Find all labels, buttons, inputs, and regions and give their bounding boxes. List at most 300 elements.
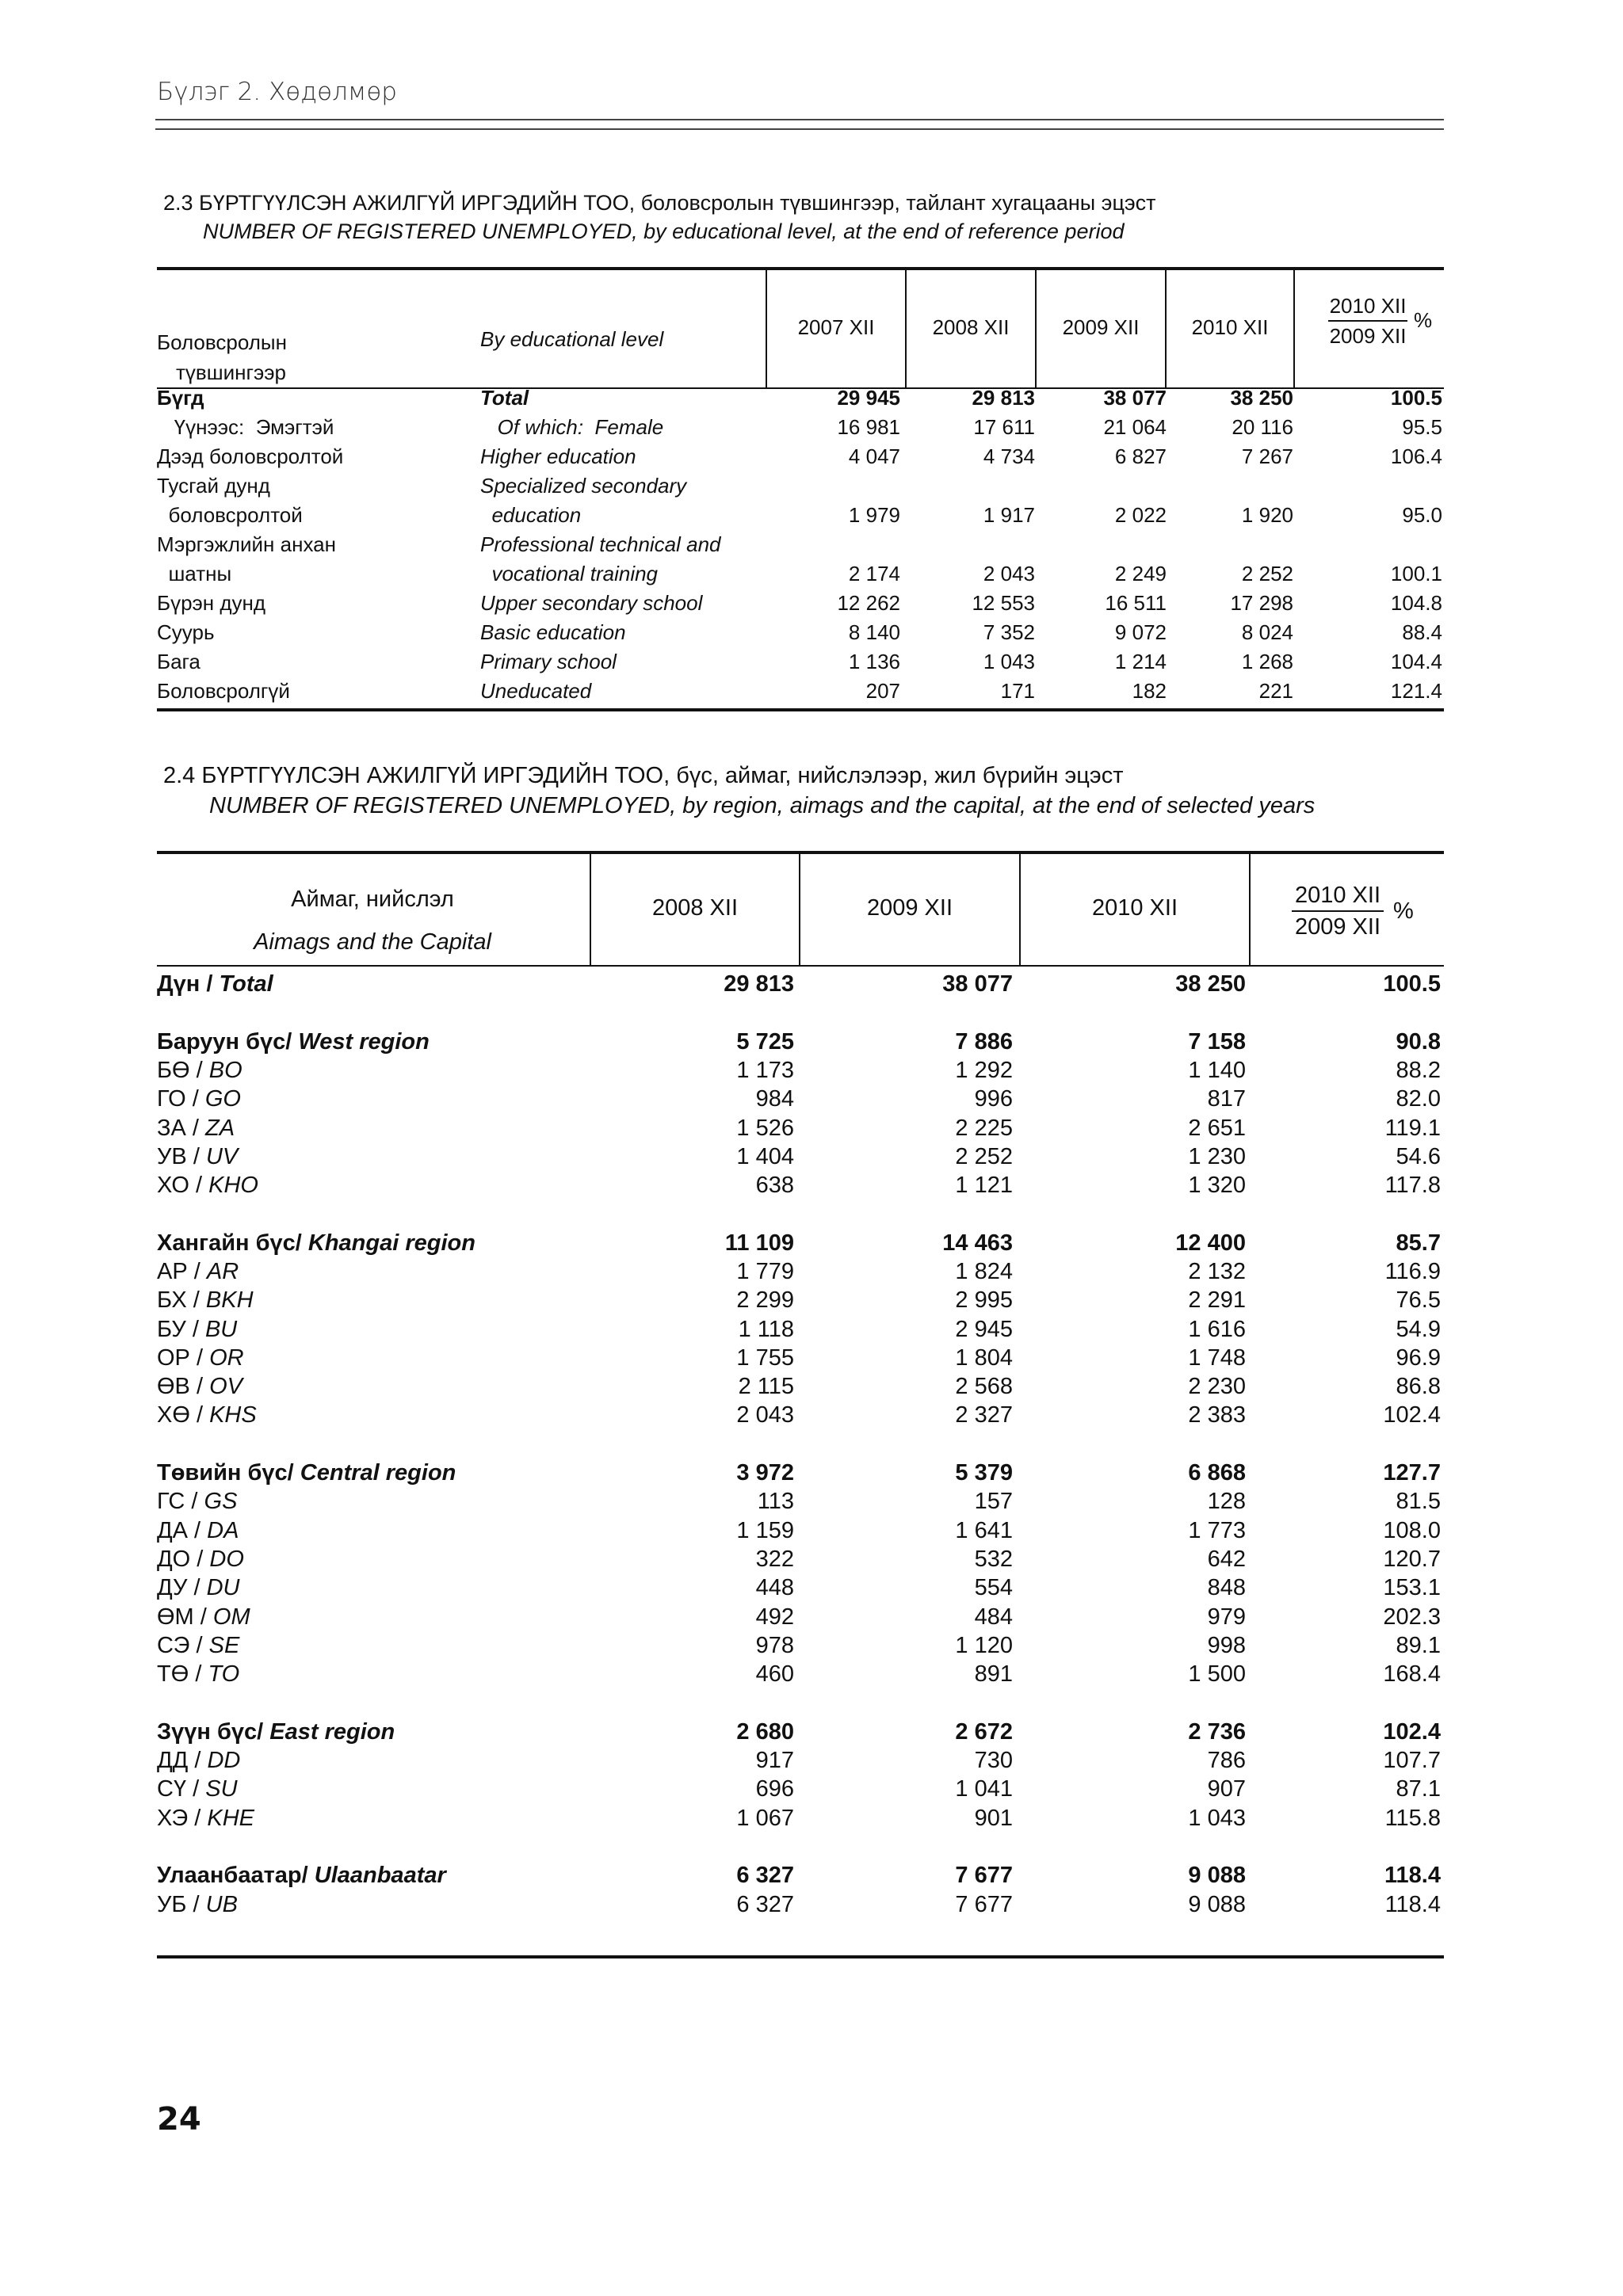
row-label-mn: ХО / xyxy=(157,1173,209,1198)
row-value: 817 xyxy=(1207,1086,1246,1112)
row-value: 12 262 xyxy=(837,591,900,615)
table-row xyxy=(157,1317,1444,1345)
row-value: 113 xyxy=(757,1489,794,1514)
row-value: 2 132 xyxy=(1188,1259,1246,1284)
row-value: 82.0 xyxy=(1396,1086,1441,1112)
col-2009: 2009 XII xyxy=(866,894,953,921)
row-value: 119.1 xyxy=(1384,1116,1441,1141)
row-label-en: Specialized secondary xyxy=(480,474,687,498)
head-mn-line1: Боловсролын xyxy=(157,330,287,354)
row-value: 157 xyxy=(974,1489,1013,1514)
row-value: 1 779 xyxy=(736,1259,794,1284)
col-2010: 2010 XII xyxy=(1091,894,1178,921)
row-value: 104.8 xyxy=(1390,591,1442,615)
row-value: 100.5 xyxy=(1383,971,1441,997)
table-2-3-head-mn xyxy=(157,327,287,387)
row-value: 642 xyxy=(1207,1547,1246,1572)
row-label xyxy=(157,1144,238,1170)
table-2-3-bottom-rule xyxy=(157,708,1444,711)
row-label-en: BO xyxy=(208,1058,242,1083)
row-value: 100.5 xyxy=(1390,386,1442,410)
table-row xyxy=(157,1806,1444,1834)
row-label xyxy=(157,1374,242,1400)
row-label-mn: ЗА / xyxy=(157,1116,206,1141)
row-value: 2 291 xyxy=(1188,1287,1246,1313)
row-value: 38 077 xyxy=(1103,386,1167,410)
row-value: 1 118 xyxy=(738,1317,794,1342)
row-value: 998 xyxy=(1207,1633,1246,1658)
row-label xyxy=(157,1863,446,1889)
row-value: 116.9 xyxy=(1384,1259,1441,1284)
row-value: 207 xyxy=(865,679,900,703)
row-value: 907 xyxy=(1207,1776,1246,1802)
row-label-en: Uneducated xyxy=(480,679,592,703)
row-label-mn: ДА / xyxy=(157,1518,208,1543)
row-label-mn: Боловсролгүй xyxy=(157,679,290,703)
row-value: 3 972 xyxy=(736,1460,794,1486)
row-label-en: OM xyxy=(212,1604,250,1630)
row-label-en: OV xyxy=(209,1374,242,1399)
col-2008: 2008 XII xyxy=(651,894,739,921)
row-value: 2 252 xyxy=(1241,562,1293,585)
row-value: 532 xyxy=(974,1547,1013,1572)
row-label-mn: БХ / xyxy=(157,1287,206,1313)
table-row xyxy=(157,1402,1444,1431)
row-value: 1 214 xyxy=(1114,650,1167,673)
row-label xyxy=(157,1604,250,1630)
row-label xyxy=(157,1518,239,1544)
row-value: 127.7 xyxy=(1383,1460,1441,1486)
row-value: 88.4 xyxy=(1402,620,1442,644)
row-label-en: Basic education xyxy=(480,620,626,644)
row-label-mn: БУ / xyxy=(157,1317,205,1342)
row-value: 29 813 xyxy=(724,971,794,997)
row-value: 1 140 xyxy=(1188,1058,1246,1083)
row-value: 1 979 xyxy=(848,503,900,527)
row-value: 2 252 xyxy=(955,1144,1013,1169)
table-row xyxy=(157,444,1444,474)
row-value: 11 109 xyxy=(724,1230,794,1256)
row-value: 118.4 xyxy=(1384,1892,1441,1917)
row-value: 448 xyxy=(755,1575,794,1600)
row-value: 115.8 xyxy=(1384,1806,1441,1831)
row-label-mn: СЭ / xyxy=(157,1633,209,1658)
row-value: 2 945 xyxy=(955,1317,1013,1342)
ratio-denominator: 2009 XII xyxy=(1294,914,1381,940)
row-value: 2 680 xyxy=(736,1719,794,1745)
row-value: 492 xyxy=(755,1604,794,1630)
table-row xyxy=(157,1604,1444,1633)
table-row xyxy=(157,1661,1444,1690)
head-mn: Аймаг, нийслэл xyxy=(291,887,454,912)
row-value: 38 077 xyxy=(942,971,1013,997)
table-row xyxy=(157,503,1444,532)
row-value: 2 174 xyxy=(848,562,900,585)
row-label-en: Of which: Female xyxy=(480,415,664,439)
table-row xyxy=(157,1460,1444,1489)
row-value: 168.4 xyxy=(1383,1661,1441,1687)
table-row xyxy=(157,1058,1444,1086)
row-label-en: West region xyxy=(298,1029,430,1055)
row-label xyxy=(157,1317,237,1343)
table-row xyxy=(157,415,1444,444)
row-label-en: Ulaanbaatar xyxy=(314,1863,446,1888)
row-label-en: GS xyxy=(204,1489,238,1514)
row-label xyxy=(157,1489,237,1515)
row-value: 38 250 xyxy=(1175,971,1246,997)
row-value: 96.9 xyxy=(1396,1345,1441,1371)
row-label-mn: Баруун бүс/ xyxy=(157,1029,299,1055)
row-value: 29 813 xyxy=(972,386,1035,410)
row-value: 102.4 xyxy=(1383,1719,1441,1745)
table-row xyxy=(157,620,1444,650)
row-value: 554 xyxy=(974,1575,1013,1600)
row-label-en: DU xyxy=(206,1575,240,1600)
row-value: 29 945 xyxy=(837,386,900,410)
row-label xyxy=(157,1806,254,1832)
row-label-en: Professional technical and xyxy=(480,532,721,556)
row-label-en: UV xyxy=(205,1144,239,1169)
table-row xyxy=(157,532,1444,562)
row-label-en: KHE xyxy=(207,1806,255,1831)
row-value: 182 xyxy=(1132,679,1167,703)
row-label-mn: ДД / xyxy=(157,1748,208,1773)
page-number: 24 xyxy=(157,2101,201,2138)
row-value: 95.5 xyxy=(1402,415,1442,439)
table-2-3-caption-mn: 2.3 БҮРТГҮҮЛСЭН АЖИЛГҮЙ ИРГЭДИЙН ТОО, боловсролын түвшингээр, тайлант хугацааны эцэст xyxy=(163,191,1156,215)
row-value: 202.3 xyxy=(1383,1604,1441,1630)
row-value: 5 725 xyxy=(736,1029,794,1055)
row-label-en: KHS xyxy=(209,1402,257,1428)
row-value: 54.6 xyxy=(1396,1144,1441,1169)
row-value: 2 115 xyxy=(738,1374,794,1399)
table-2-3-caption xyxy=(163,189,1156,246)
row-label xyxy=(157,1460,456,1486)
row-value: 1 920 xyxy=(1241,503,1293,527)
row-label-en: AR xyxy=(206,1259,239,1284)
row-value: 1 159 xyxy=(736,1518,794,1543)
ratio-numerator: 2010 XII xyxy=(1292,883,1384,912)
row-value: 696 xyxy=(755,1776,794,1802)
row-value: 76.5 xyxy=(1396,1287,1441,1313)
table-row xyxy=(157,591,1444,620)
row-label-en: SE xyxy=(208,1633,240,1658)
row-label xyxy=(157,1633,239,1659)
ratio-numerator: 2010 XII xyxy=(1328,294,1407,322)
row-value: 171 xyxy=(1000,679,1035,703)
row-label xyxy=(157,1575,239,1601)
row-value: 2 327 xyxy=(955,1402,1013,1428)
table-row xyxy=(157,1345,1444,1374)
row-value: 117.8 xyxy=(1384,1173,1441,1198)
table-2-4-divider xyxy=(1249,851,1251,965)
row-label-mn: ХЭ / xyxy=(157,1806,208,1831)
row-value: 1 500 xyxy=(1188,1661,1246,1687)
row-value: 2 568 xyxy=(955,1374,1013,1399)
row-value: 2 995 xyxy=(955,1287,1013,1313)
table-row xyxy=(157,562,1444,591)
row-label-en: OR xyxy=(209,1345,244,1371)
table-row xyxy=(157,1287,1444,1316)
table-2-3-head-en: By educational level xyxy=(480,327,664,351)
row-label-mn: Мэргэжлийн анхан xyxy=(157,532,336,556)
row-value: 1 173 xyxy=(736,1058,794,1083)
row-label-mn: ГС / xyxy=(157,1489,204,1514)
row-value: 1 755 xyxy=(736,1345,794,1371)
row-value: 108.0 xyxy=(1383,1518,1441,1543)
row-value: 8 140 xyxy=(848,620,900,644)
row-value: 1 804 xyxy=(955,1345,1013,1371)
row-value: 6 327 xyxy=(736,1892,794,1917)
row-label-en: ZA xyxy=(205,1116,235,1141)
row-label xyxy=(157,1547,244,1573)
row-value: 1 230 xyxy=(1188,1144,1246,1169)
row-value: 88.2 xyxy=(1396,1058,1441,1083)
row-label-mn: Төвийн бүс/ xyxy=(157,1460,300,1486)
row-value: 2 230 xyxy=(1188,1374,1246,1399)
row-label-mn: Зүүн бүс/ xyxy=(157,1719,270,1745)
row-label xyxy=(157,1661,239,1688)
row-value: 1 748 xyxy=(1188,1345,1246,1371)
ratio-percent: % xyxy=(1414,308,1433,332)
table-2-4-caption xyxy=(163,761,1315,821)
row-value: 16 511 xyxy=(1105,591,1167,615)
table-row xyxy=(157,1230,1444,1259)
row-value: 996 xyxy=(974,1086,1013,1112)
row-value: 730 xyxy=(974,1748,1013,1773)
table-row xyxy=(157,1374,1444,1402)
row-label-mn: ДО / xyxy=(157,1547,210,1572)
row-label-en: SU xyxy=(205,1776,238,1802)
row-label-en: KHO xyxy=(208,1173,258,1198)
row-label xyxy=(157,1173,258,1199)
row-label-mn: УБ / xyxy=(157,1892,206,1917)
row-value: 1 067 xyxy=(736,1806,794,1831)
table-row xyxy=(157,1173,1444,1201)
row-value: 85.7 xyxy=(1396,1230,1441,1256)
row-label-en: BKH xyxy=(205,1287,254,1313)
header-rule-top xyxy=(155,119,1444,120)
row-label-mn: боловсролтой xyxy=(157,503,303,527)
table-2-4-header-rule xyxy=(157,965,1444,967)
row-value: 12 400 xyxy=(1175,1230,1246,1256)
row-value: 1 526 xyxy=(736,1116,794,1141)
table-row xyxy=(157,1518,1444,1547)
row-value: 14 463 xyxy=(942,1230,1013,1256)
row-label-mn: Дээд боловсролтой xyxy=(157,444,344,468)
table-row xyxy=(157,679,1444,708)
ratio-percent: % xyxy=(1393,898,1414,924)
row-value: 984 xyxy=(755,1086,794,1112)
row-label-en: vocational training xyxy=(480,562,659,585)
row-value: 2 043 xyxy=(736,1402,794,1428)
row-label-mn: Улаанбаатар/ xyxy=(157,1863,315,1888)
row-value: 7 677 xyxy=(955,1863,1013,1888)
table-2-4-caption-en: NUMBER OF REGISTERED UNEMPLOYED, by region, aimags and the capital, at the end of selected years xyxy=(209,793,1316,818)
row-value: 7 158 xyxy=(1188,1029,1246,1055)
row-value: 786 xyxy=(1207,1748,1246,1773)
row-label-mn: АР / xyxy=(157,1259,207,1284)
row-label-en: GO xyxy=(204,1086,241,1112)
row-label-mn: шатны xyxy=(157,562,232,585)
row-value: 2 383 xyxy=(1188,1402,1246,1428)
row-label-en: BU xyxy=(204,1317,238,1342)
row-label-mn: ТӨ / xyxy=(157,1661,208,1687)
col-2009: 2009 XII xyxy=(1062,315,1140,339)
table-2-4-head-label xyxy=(157,878,588,963)
table-2-4-bottom-rule xyxy=(157,1955,1444,1958)
row-value: 90.8 xyxy=(1396,1029,1441,1055)
row-value: 1 136 xyxy=(848,650,900,673)
row-value: 1 320 xyxy=(1188,1173,1246,1198)
row-label-en: UB xyxy=(205,1892,238,1917)
row-label xyxy=(157,1287,254,1314)
row-label-en: Khangai region xyxy=(307,1230,475,1256)
row-value: 102.4 xyxy=(1383,1402,1441,1428)
row-value: 104.4 xyxy=(1390,650,1442,673)
row-label-mn: ОР / xyxy=(157,1345,210,1371)
row-value: 87.1 xyxy=(1396,1776,1441,1802)
table-row xyxy=(157,1748,1444,1776)
running-header: Бүлэг 2. Хөдөлмөр xyxy=(157,78,397,106)
row-label xyxy=(157,1345,244,1371)
row-value: 1 041 xyxy=(955,1776,1013,1802)
row-label-mn: Дүн / xyxy=(157,971,220,997)
row-label-mn: Бүрэн дунд xyxy=(157,591,266,615)
row-value: 979 xyxy=(1207,1604,1246,1630)
row-label-mn: ӨВ / xyxy=(157,1374,210,1399)
row-value: 1 120 xyxy=(955,1633,1013,1658)
row-value: 7 352 xyxy=(983,620,1035,644)
row-value: 120.7 xyxy=(1383,1547,1441,1572)
table-2-3-caption-en: NUMBER OF REGISTERED UNEMPLOYED, by educational level, at the end of reference period xyxy=(203,219,1125,243)
row-value: 638 xyxy=(755,1173,794,1198)
row-label-mn: СҮ / xyxy=(157,1776,206,1802)
row-value: 9 072 xyxy=(1114,620,1167,644)
table-row xyxy=(157,650,1444,679)
row-value: 12 553 xyxy=(972,591,1035,615)
row-value: 978 xyxy=(755,1633,794,1658)
row-value: 20 116 xyxy=(1232,415,1293,439)
head-en: Aimags and the Capital xyxy=(254,929,491,955)
row-value: 153.1 xyxy=(1383,1575,1441,1600)
row-value: 16 981 xyxy=(837,415,900,439)
head-mn-line2: түвшингээр xyxy=(176,360,286,384)
table-row xyxy=(157,1719,1444,1748)
table-row xyxy=(157,971,1444,1000)
row-value: 1 824 xyxy=(955,1259,1013,1284)
table-row xyxy=(157,1259,1444,1287)
col-2008: 2008 XII xyxy=(932,315,1010,339)
table-row xyxy=(157,474,1444,503)
row-value: 2 672 xyxy=(955,1719,1013,1745)
table-row xyxy=(157,1086,1444,1115)
row-value: 121.4 xyxy=(1390,679,1442,703)
row-value: 1 292 xyxy=(955,1058,1013,1083)
row-value: 17 611 xyxy=(973,415,1035,439)
row-label-mn: Үүнээс: Эмэгтэй xyxy=(157,415,334,439)
row-label-mn: Бүгд xyxy=(157,386,204,410)
row-label-en: Total xyxy=(219,971,273,997)
row-value: 1 043 xyxy=(1188,1806,1246,1831)
row-label-mn: УВ / xyxy=(157,1144,206,1169)
row-value: 460 xyxy=(755,1661,794,1687)
row-label-en: Primary school xyxy=(480,650,617,673)
row-value: 86.8 xyxy=(1396,1374,1441,1399)
row-label-mn: Бага xyxy=(157,650,200,673)
row-label-en: education xyxy=(480,503,582,527)
row-value: 891 xyxy=(974,1661,1013,1687)
row-label-mn: Суурь xyxy=(157,620,215,644)
row-value: 1 616 xyxy=(1188,1317,1246,1342)
row-value: 21 064 xyxy=(1103,415,1167,439)
row-value: 4 734 xyxy=(983,444,1035,468)
table-row xyxy=(157,1116,1444,1144)
row-label xyxy=(157,1892,238,1918)
row-value: 484 xyxy=(974,1604,1013,1630)
row-value: 322 xyxy=(755,1547,794,1572)
row-value: 1 268 xyxy=(1241,650,1293,673)
table-row xyxy=(157,1144,1444,1173)
row-label-mn: ГО / xyxy=(157,1086,205,1112)
row-label xyxy=(157,1230,475,1257)
row-label xyxy=(157,1086,241,1112)
row-label-en: DA xyxy=(207,1518,239,1543)
row-value: 9 088 xyxy=(1188,1863,1246,1888)
table-2-3-divider xyxy=(1293,267,1295,387)
row-value: 107.7 xyxy=(1383,1748,1441,1773)
row-label xyxy=(157,1116,235,1142)
row-label-en: Higher education xyxy=(480,444,636,468)
row-label xyxy=(157,1259,239,1285)
row-value: 2 651 xyxy=(1188,1116,1246,1141)
row-label-mn: ӨМ / xyxy=(157,1604,213,1630)
row-value: 2 022 xyxy=(1114,503,1167,527)
row-value: 38 250 xyxy=(1230,386,1293,410)
row-value: 6 327 xyxy=(736,1863,794,1888)
row-value: 128 xyxy=(1207,1489,1246,1514)
table-2-4-caption-mn: 2.4 БҮРТГҮҮЛСЭН АЖИЛГҮЙ ИРГЭДИЙН ТОО, бүс, аймаг, нийслэлээр, жил бүрийн эцэст xyxy=(163,763,1124,788)
row-value: 7 267 xyxy=(1241,444,1293,468)
row-value: 106.4 xyxy=(1390,444,1442,468)
row-value: 7 677 xyxy=(955,1892,1013,1917)
row-value: 848 xyxy=(1207,1575,1246,1600)
row-label xyxy=(157,1748,240,1774)
row-value: 901 xyxy=(974,1806,1013,1831)
row-value: 100.1 xyxy=(1390,562,1442,585)
row-label-en: Total xyxy=(480,386,529,410)
row-value: 2 043 xyxy=(983,562,1035,585)
row-label xyxy=(157,971,273,997)
row-label xyxy=(157,1776,238,1802)
row-value: 5 379 xyxy=(955,1460,1013,1486)
row-label xyxy=(157,1029,430,1055)
table-row xyxy=(157,1547,1444,1575)
row-value: 221 xyxy=(1258,679,1293,703)
row-value: 95.0 xyxy=(1402,503,1442,527)
row-value: 7 886 xyxy=(955,1029,1013,1055)
row-value: 2 736 xyxy=(1188,1719,1246,1745)
row-value: 54.9 xyxy=(1396,1317,1441,1342)
table-row xyxy=(157,1489,1444,1517)
row-label-mn: ХӨ / xyxy=(157,1402,210,1428)
row-value: 81.5 xyxy=(1396,1489,1441,1514)
row-value: 6 868 xyxy=(1188,1460,1246,1486)
row-value: 118.4 xyxy=(1384,1863,1441,1888)
col-2007: 2007 XII xyxy=(797,315,875,339)
row-value: 1 043 xyxy=(983,650,1035,673)
header-rule-bottom xyxy=(155,128,1444,130)
